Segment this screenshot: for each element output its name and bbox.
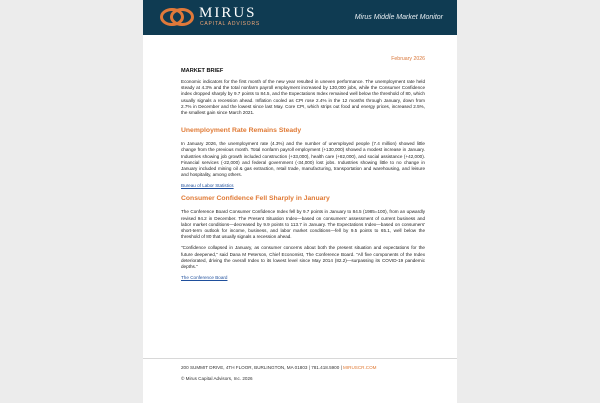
footer-website-link[interactable]: MIRUSCR.COM [343, 365, 377, 370]
confidence-heading: Consumer Confidence Fell Sharply in January [181, 195, 330, 203]
document-page [143, 0, 457, 403]
mirus-logo-icon [159, 7, 195, 27]
brand-subtitle: CAPITAL ADVISORS [200, 21, 261, 27]
page-header [143, 0, 457, 35]
footer-divider [143, 358, 457, 359]
unemployment-paragraph: In January 2026, the unemployment rate (4.3%) and the number of unemployed people (7.4 million) showed little change from the previous month. Total nonfarm payroll employment (+130,000) showed a modest increase in January. Industries showing job growth included construction (+33,000), health care (+82,000), and social assistance (+42,000). Financial services (-22,000) and federal government (-34,000) lost jobs. Industries showing little to no change in January included mining oil & gas extraction, retail trade, manufacturing, transportation and warehousing, and leisure and hospitality, among others. [181, 141, 425, 178]
brief-content [181, 56, 425, 287]
report-title: Mirus Middle Market Monitor [354, 14, 443, 21]
confidence-quote-paragraph: "Confidence collapsed in January, as consumer concerns about both the present situation and expectations for the future deepened," said Dana M Peterson, Chief Economist, The Conference Board. "All five components of the Index deteriorated, driving the overall Index to its lowest level since May 2014 (82.2)—surpassing its COVID-19 pandemic depths." [181, 245, 425, 270]
bls-source-link[interactable]: Bureau of Labor Statistics [181, 183, 234, 189]
conference-board-source-link[interactable]: The Conference Board [181, 275, 228, 281]
brief-title: MARKET BRIEF [181, 68, 224, 74]
confidence-paragraph-1: The Conference Board Consumer Confidence Index fell by 9.7 points in January to 84.5 (1985=100), from an upwardly revised 94.2 in December. The Present Situation Index—based on consumers' assessment of current business and labor market conditions—decreased by 9.9 points to 113.7 in January. The Expectations Index—based on consumers' short-term outlook for income, business, and labor market conditions—fell by 9.5 points to 65.1, well below the threshold of 80 that usually signals a recession ahead. [181, 209, 425, 240]
report-date: February 2026 [391, 56, 425, 62]
footer-copyright: © Mirus Capital Advisors, Inc. 2026 [181, 376, 253, 381]
intro-paragraph: Economic indicators for the first month of the new year resulted in uneven performance. The unemployment rate held steady at 4.3% and the total nonfarm payroll employment increased by 130,000 jobs, while the Consumer Confidence index dropped sharply by 9.7 points to 84.5, and the Expectations Index remained well below the threshold of 80, which usually signals a recession ahead. Inflation cooled as CPI rose 2.4% in the 12 months through January, down from 2.7% in December and the lowest since last May. Core CPI, which strips out food and energy prices, increased 2.5%, the smallest gain since March 2021. [181, 79, 425, 116]
footer-address: 200 SUMMIT DRIVE, 4TH FLOOR, BURLINGTON, MA 01803 | 781.418.5900 | [181, 365, 342, 370]
brand-name: MIRUS [199, 5, 257, 21]
unemployment-heading: Unemployment Rate Remains Steady [181, 127, 302, 135]
footer-address-line [181, 365, 376, 371]
